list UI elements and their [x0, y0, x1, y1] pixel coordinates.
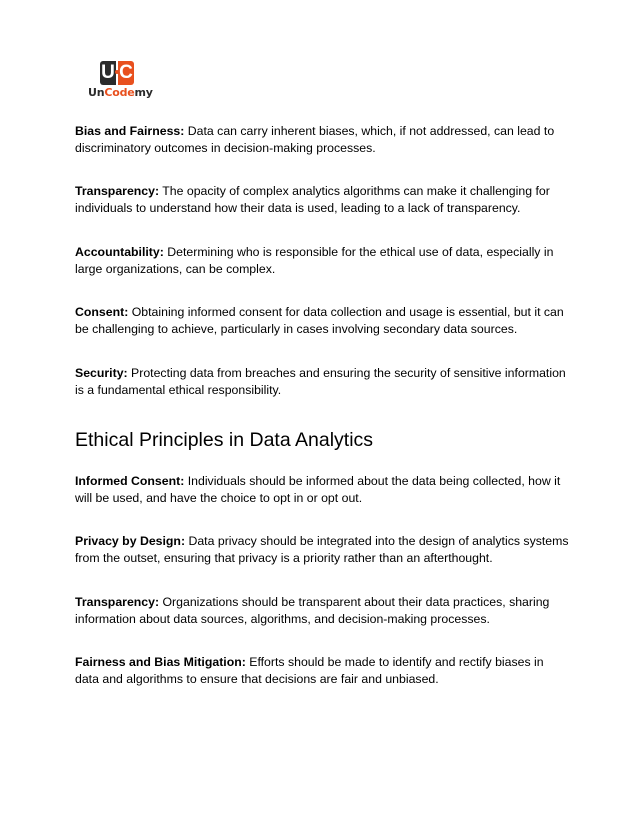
- term-label: Transparency:: [75, 595, 160, 609]
- term-description: Efforts should be made to identify and rectify biases in data and algorithms to ensure that decisions are fair and unbiased.: [75, 655, 544, 686]
- term-description: Individuals should be informed about the data being collected, how it will be used, and have the choice to opt in or opt out.: [75, 474, 561, 505]
- term-label: Fairness and Bias Mitigation:: [75, 655, 246, 669]
- paragraph-accountability: [75, 244, 570, 278]
- term-description: Protecting data from breaches and ensuring the security of sensitive information is a fundamental ethical responsibility.: [75, 366, 566, 397]
- term-label: Transparency:: [75, 184, 160, 198]
- logo-badge: [100, 61, 134, 85]
- paragraph-security: [75, 365, 570, 399]
- logo-wordmark: UnCodemy: [88, 86, 153, 99]
- term-description: Data privacy should be integrated into the design of analytics systems from the outset, ensuring that privacy is a priority rather than an afterthought.: [75, 534, 569, 565]
- paragraph-privacy-by-design: [75, 533, 570, 567]
- paragraph-informed-consent: [75, 473, 570, 507]
- paragraph-transparency: [75, 183, 570, 217]
- uncodemy-logo: [88, 61, 153, 101]
- term-label: Privacy by Design:: [75, 534, 186, 548]
- term-label: Bias and Fairness:: [75, 124, 185, 138]
- term-description: Obtaining informed consent for data collection and usage is essential, but it can be challenging to achieve, particularly in cases involving secondary data sources.: [75, 305, 564, 336]
- term-label: Security:: [75, 366, 128, 380]
- paragraph-transparency-principle: [75, 594, 570, 628]
- term-description: Determining who is responsible for the ethical use of data, especially in large organizations, can be complex.: [75, 245, 554, 276]
- logo-letter-c: C: [119, 62, 133, 83]
- term-label: Consent:: [75, 305, 129, 319]
- paragraph-fairness-bias-mitigation: [75, 654, 570, 688]
- logo-dot: [115, 70, 119, 74]
- paragraph-consent: [75, 304, 570, 338]
- section-heading: Ethical Principles in Data Analytics: [75, 429, 374, 451]
- term-description: Organizations should be transparent about their data practices, sharing information about data sources, algorithms, and decision-making processes.: [75, 595, 550, 626]
- logo-letter-u: U: [101, 62, 115, 83]
- term-description: The opacity of complex analytics algorithms can make it challenging for individuals to understand how their data is used, leading to a lack of transparency.: [75, 184, 550, 215]
- term-label: Informed Consent:: [75, 474, 185, 488]
- paragraph-bias-and-fairness: [75, 123, 570, 157]
- term-description: Data can carry inherent biases, which, if not addressed, can lead to discriminatory outcomes in decision-making processes.: [75, 124, 555, 155]
- term-label: Accountability:: [75, 245, 164, 259]
